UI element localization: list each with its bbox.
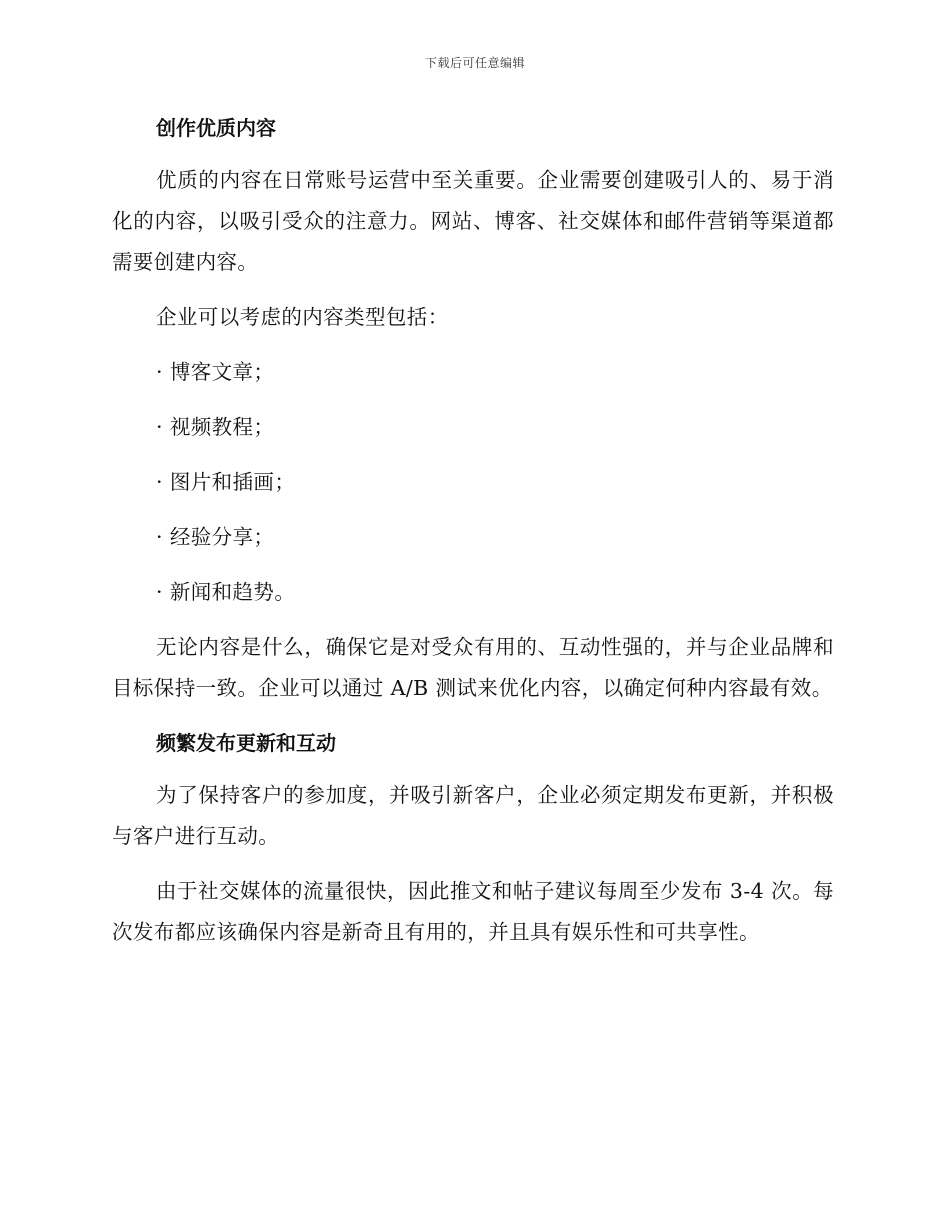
- paragraph-content-optimization: 无论内容是什么，确保它是对受众有用的、互动性强的，并与企业品牌和目标保持一致。企业可以通过 A/B 测试来优化内容，以确定何种内容最有效。: [112, 635, 834, 700]
- list-item-experience: · 经验分享；: [156, 525, 275, 549]
- list-item-images: · 图片和插画；: [156, 470, 296, 494]
- section-heading-quality-content: 创作优质内容: [156, 116, 276, 140]
- paragraph-content-types-lead: 企业可以考虑的内容类型包括：: [156, 305, 449, 329]
- page-header: 下载后可任意编辑: [424, 56, 525, 70]
- section-heading-frequent-updates: 频繁发布更新和互动: [156, 731, 336, 755]
- list-item-blog: · 博客文章；: [156, 360, 275, 384]
- paragraph-posting-frequency: 由于社交媒体的流量很快，因此推文和帖子建议每周至少发布 3-4 次。每次发布都应该确保内容是新奇且有用的，并且具有娱乐性和可共享性。: [112, 879, 834, 944]
- paragraph-engagement: 为了保持客户的参加度，并吸引新客户，企业必须定期发布更新，并积极与客户进行互动。: [112, 783, 834, 848]
- document-body: [112, 108, 834, 967]
- paragraph-quality-content-intro: 优质的内容在日常账号运营中至关重要。企业需要创建吸引人的、易于消化的内容，以吸引受众的注意力。网站、博客、社交媒体和邮件营销等渠道都需要创建内容。: [112, 168, 834, 274]
- list-item-video: · 视频教程；: [156, 415, 275, 439]
- list-item-news: · 新闻和趋势。: [156, 580, 296, 604]
